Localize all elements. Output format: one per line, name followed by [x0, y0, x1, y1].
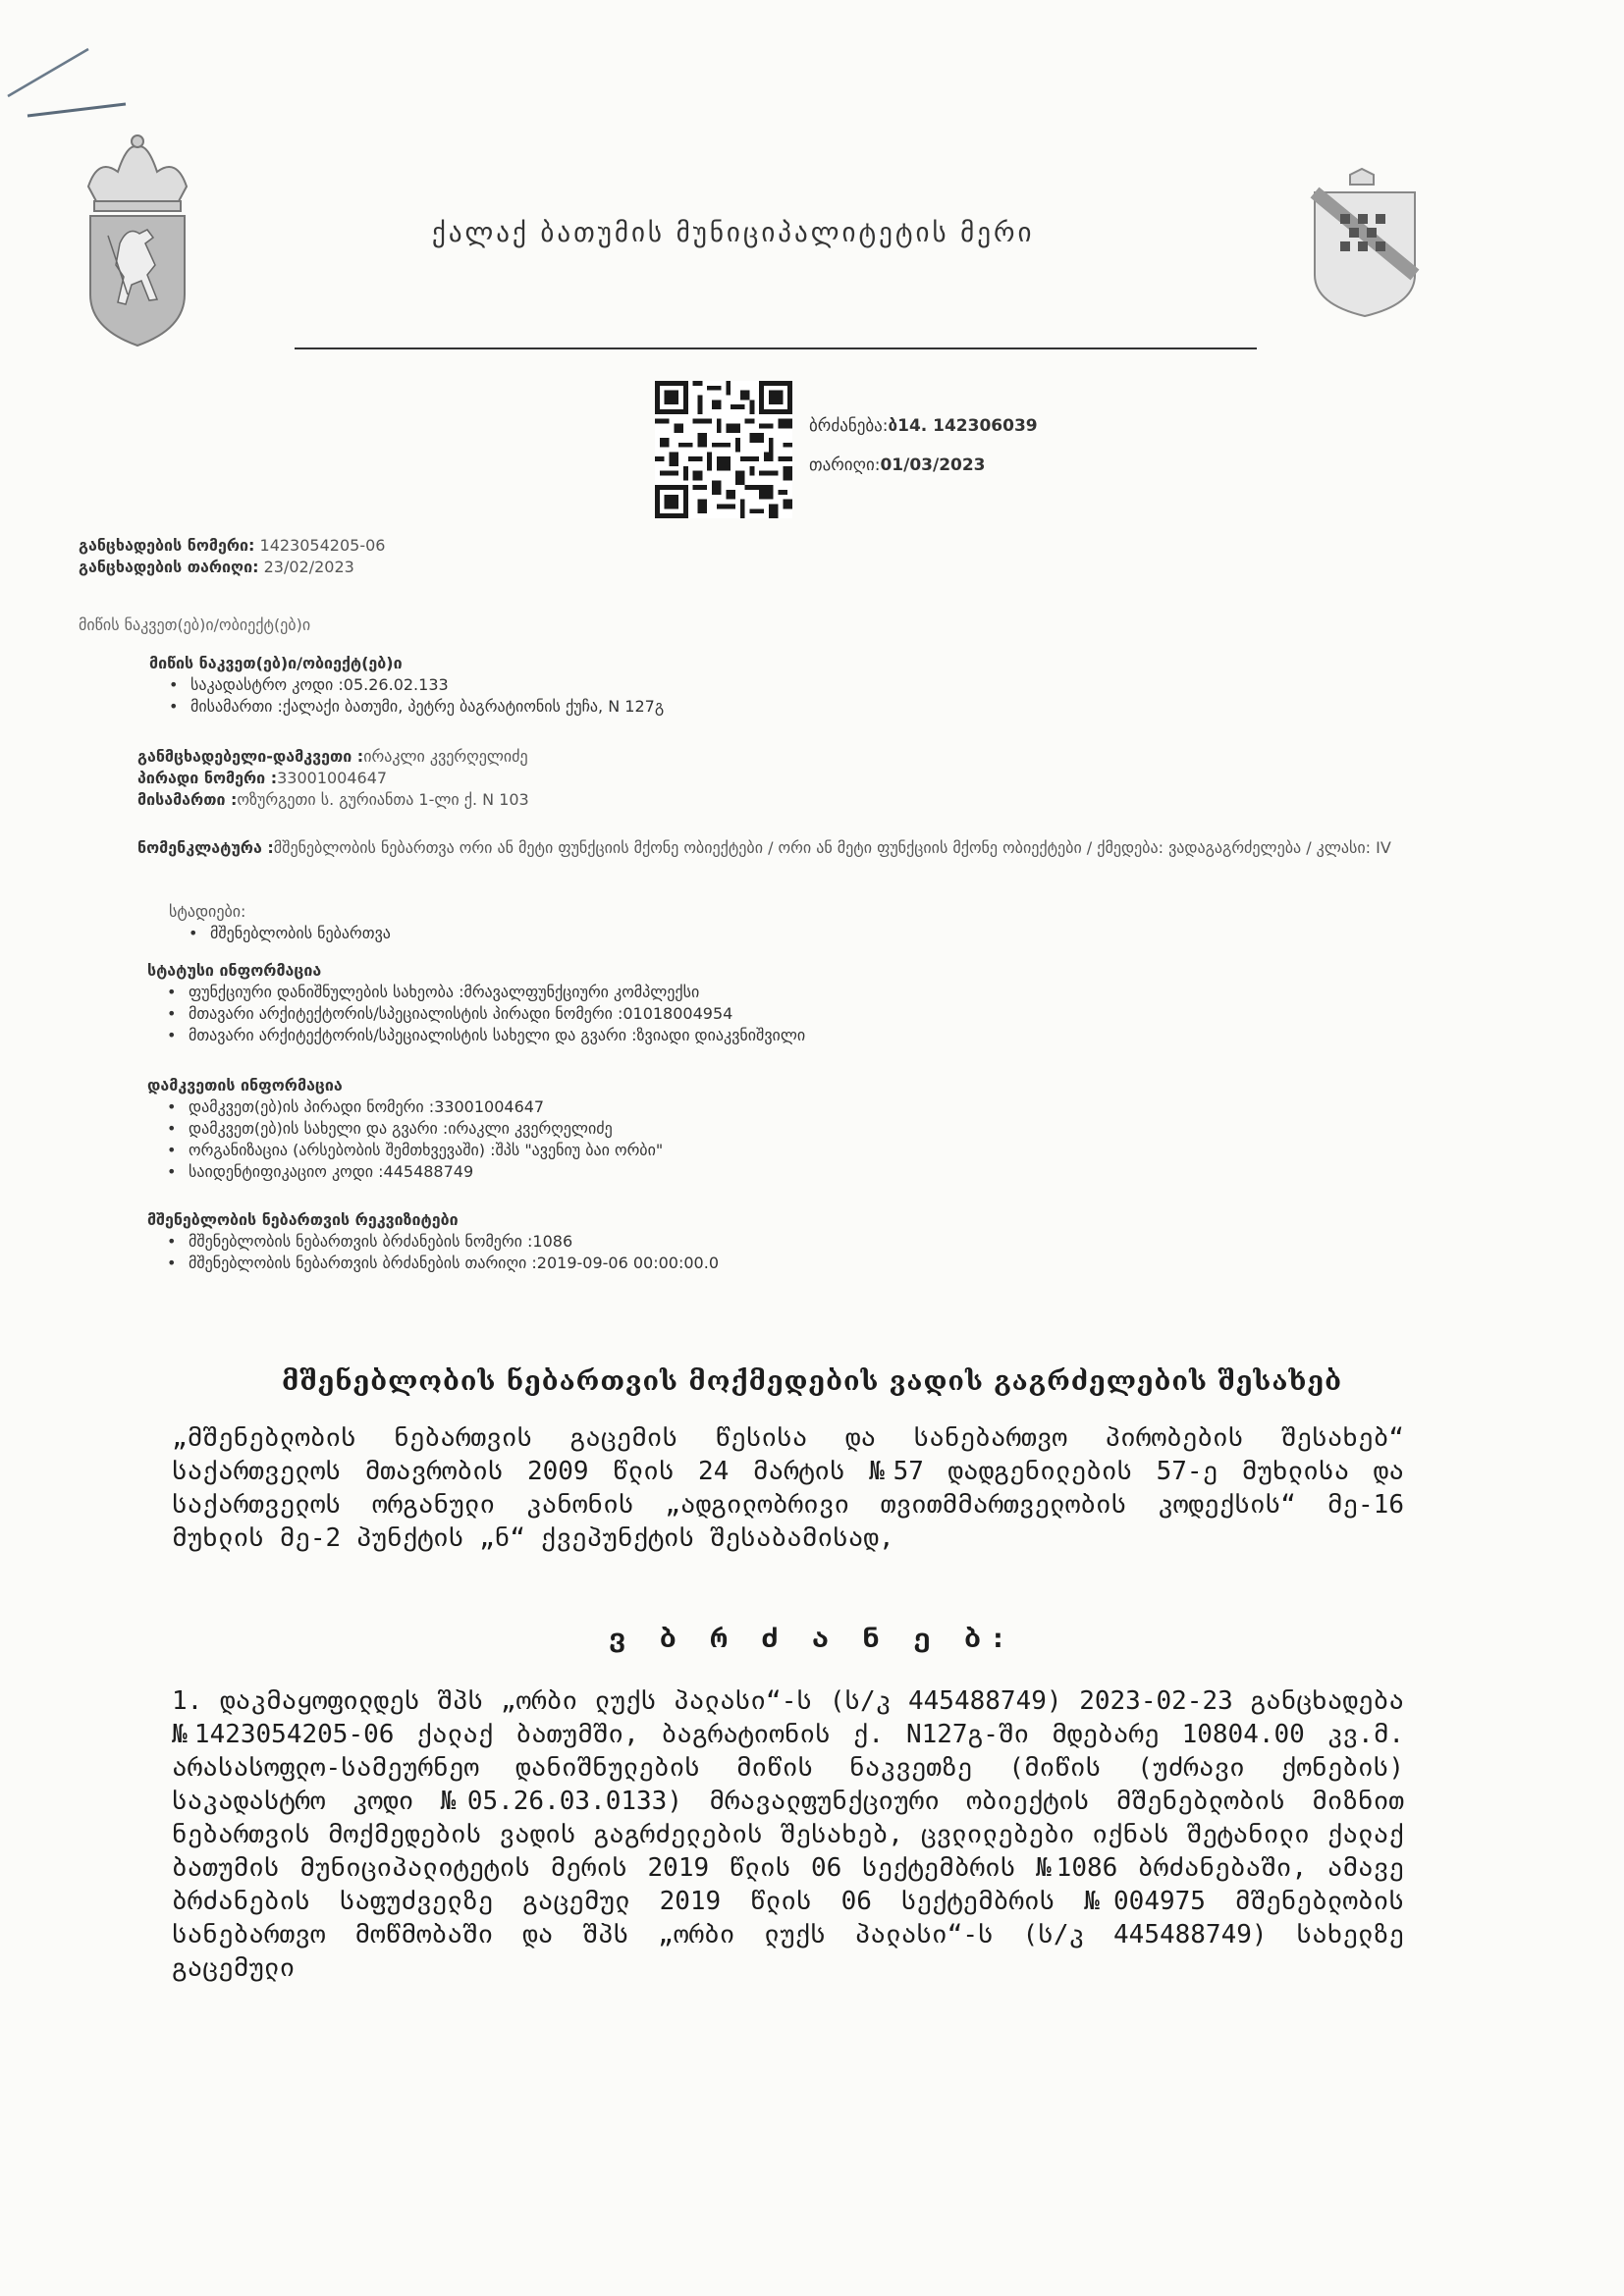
list-item: • მშენებლობის ნებართვის ბრძანების ნომერი :1086 [189, 1231, 719, 1253]
preamble-paragraph: „მშენებლობის ნებართვის გაცემის წესისა და სანებართვო პირობების შესახებ“ საქართველოს მთავრობის 2009 წლის 24 მარტის №57 დადგენილების 57-ე მუხლისა და საქართველოს ორგანული კანონის „ადგილობრივი თვითმმართველობის კოდექსის“ მე-16 მუხლის მე-2 პუნქტის „ნ“ ქვეპუნქტის შესაბამისად, [172, 1423, 1404, 1553]
permit-requisites-list [147, 1231, 719, 1274]
order-date-value: 01/03/2023 [880, 455, 986, 475]
list-item: • საკადასტრო კოდი :05.26.02.133 [190, 674, 664, 696]
list-item: • დამკვეთ(ებ)ის სახელი და გვარი :ირაკლი კვერღელიძე [189, 1118, 663, 1140]
application-block [79, 535, 385, 578]
status-info-list [147, 982, 805, 1046]
nomenclature-label: ნომენკლატურა : [137, 838, 274, 857]
georgia-coat-of-arms-icon [69, 128, 206, 353]
list-item: • დამკვეთ(ებ)ის პირადი ნომერი :33001004647 [189, 1096, 663, 1118]
order-number-value: ბ14. 142306039 [888, 416, 1038, 436]
order-number [809, 416, 1038, 436]
land-section-heading: მიწის ნაკვეთ(ებ)ი/ობიექტ(ებ)ი [149, 654, 403, 672]
nomenclature-value: მშენებლობის ნებართვა ორი ან მეტი ფუნქციის მქონე ობიექტები / ორი ან მეტი ფუნქციის მქონე ობიექტები / ქმედება: ვადაგაგრძელება / კლასი: IV [273, 838, 1391, 857]
land-section [149, 653, 664, 718]
applicant-id-row [137, 768, 529, 789]
application-number-label: განცხადების ნომერი: [79, 536, 255, 555]
list-item: • საიდენტიფიკაციო კოდი :445488749 [189, 1161, 663, 1183]
permit-requisites-block [147, 1209, 719, 1274]
order-date-label: თარიღი: [809, 455, 881, 475]
list-item: • მისამართი :ქალაქი ბათუმი, პეტრე ბაგრატიონის ქუჩა, N 127გ [190, 696, 664, 718]
applicant-row [137, 746, 529, 768]
list-item: • მშენებლობის ნებართვა [210, 923, 391, 944]
main-heading: მშენებლობის ნებართვის მოქმედების ვადის გაგრძელების შესახებ [281, 1366, 1343, 1397]
qr-code-icon [655, 381, 792, 518]
applicant-value: ირაკლი კვერღელიძე [363, 747, 528, 766]
batumi-coat-of-arms-icon [1301, 167, 1429, 324]
order-number-label: ბრძანება: [809, 416, 889, 436]
mayor-office-title: ქალაქ ბათუმის მუნიციპალიტეტის მერი [432, 218, 1035, 248]
owner-info-block [147, 1075, 663, 1183]
list-item: • მშენებლობის ნებართვის ბრძანების თარიღი :2019-09-06 00:00:00.0 [189, 1253, 719, 1274]
nomenclature-block [137, 837, 1443, 859]
application-date-label: განცხადების თარიღი: [79, 558, 259, 576]
status-info-heading: სტატუსი ინფორმაცია [147, 961, 322, 980]
header-divider [295, 347, 1257, 349]
applicant-label: განმცხადებელი-დამკვეთი : [137, 747, 364, 766]
land-section-list [149, 674, 664, 718]
stages-list [169, 923, 391, 944]
order-item-1: 1. დაკმაყოფილდეს შპს „ორბი ლუქს პალასი“-ს (ს/კ 445488749) 2023-02-23 განცხადება №1423054205-06 ქალაქ ბათუმში, ბაგრატიონის ქ. N127გ-ში მდებარე 10804.00 კვ.მ. არასასოფლო-სამეურნეო დანიშნულების მიწის ნაკვეთზე (მიწის (უძრავი ქონების) საკადასტრო კოდი №05.26.03.0133) მრავალფუნქციური ობიექტის მშენებლობის მიზნით ნებართვის მოქმედების ვადის გაგრძელების შესახებ, ცვლილებები იქნას შეტანილი ქალაქ ბათუმის მუნიციპალიტეტის მერის 2019 წლის 06 სექტემბრის №1086 ბრძანებაში, ამავე ბრძანების საფუძველზე გაცემულ 2019 წლის 06 სექტემბრის №004975 მშენებლობის სანებართვო მოწმობაში და შპს „ორბი ლუქს პალასი“-ს (ს/კ 445488749) სახელზე გაცემული [172, 1686, 1404, 1983]
applicant-address-label: მისამართი : [137, 790, 238, 809]
status-info-block [147, 960, 805, 1046]
list-item: • ორგანიზაცია (არსებობის შემთხვევაში) :შპს "ავენიუ ბაი ორბი" [189, 1140, 663, 1161]
order-date [809, 455, 986, 475]
order-word: ვ ბ რ ძ ა ნ ე ბ: [609, 1622, 1015, 1654]
permit-requisites-heading: მშენებლობის ნებართვის რეკვიზიტები [147, 1210, 459, 1229]
application-number-value: 1423054205-06 [259, 536, 386, 555]
applicant-address-value: ოზურგეთი ს. გურიანთა 1-ლი ქ. N 103 [237, 790, 529, 809]
list-item: • მთავარი არქიტექტორის/სპეციალისტის სახელი და გვარი :ზვიადი დიაკვნიშვილი [189, 1025, 805, 1046]
list-item: • ფუნქციური დანიშნულების სახეობა :მრავალფუნქციური კომპლექსი [189, 982, 805, 1003]
applicant-block [137, 746, 529, 811]
owner-info-list [147, 1096, 663, 1183]
applicant-id-label: პირადი ნომერი : [137, 769, 278, 787]
application-date-row [79, 557, 385, 578]
pen-mark [0, 39, 137, 128]
stages-label: სტადიები: [169, 902, 246, 921]
land-caption: მიწის ნაკვეთ(ებ)ი/ობიექტ(ებ)ი [79, 615, 311, 634]
applicant-id-value: 33001004647 [277, 769, 388, 787]
application-number-row [79, 535, 385, 557]
application-date-value: 23/02/2023 [263, 558, 354, 576]
stages-block [169, 901, 391, 944]
applicant-address-row [137, 789, 529, 811]
owner-info-heading: დამკვეთის ინფორმაცია [147, 1076, 343, 1095]
list-item: • მთავარი არქიტექტორის/სპეციალისტის პირადი ნომერი :01018004954 [189, 1003, 805, 1025]
